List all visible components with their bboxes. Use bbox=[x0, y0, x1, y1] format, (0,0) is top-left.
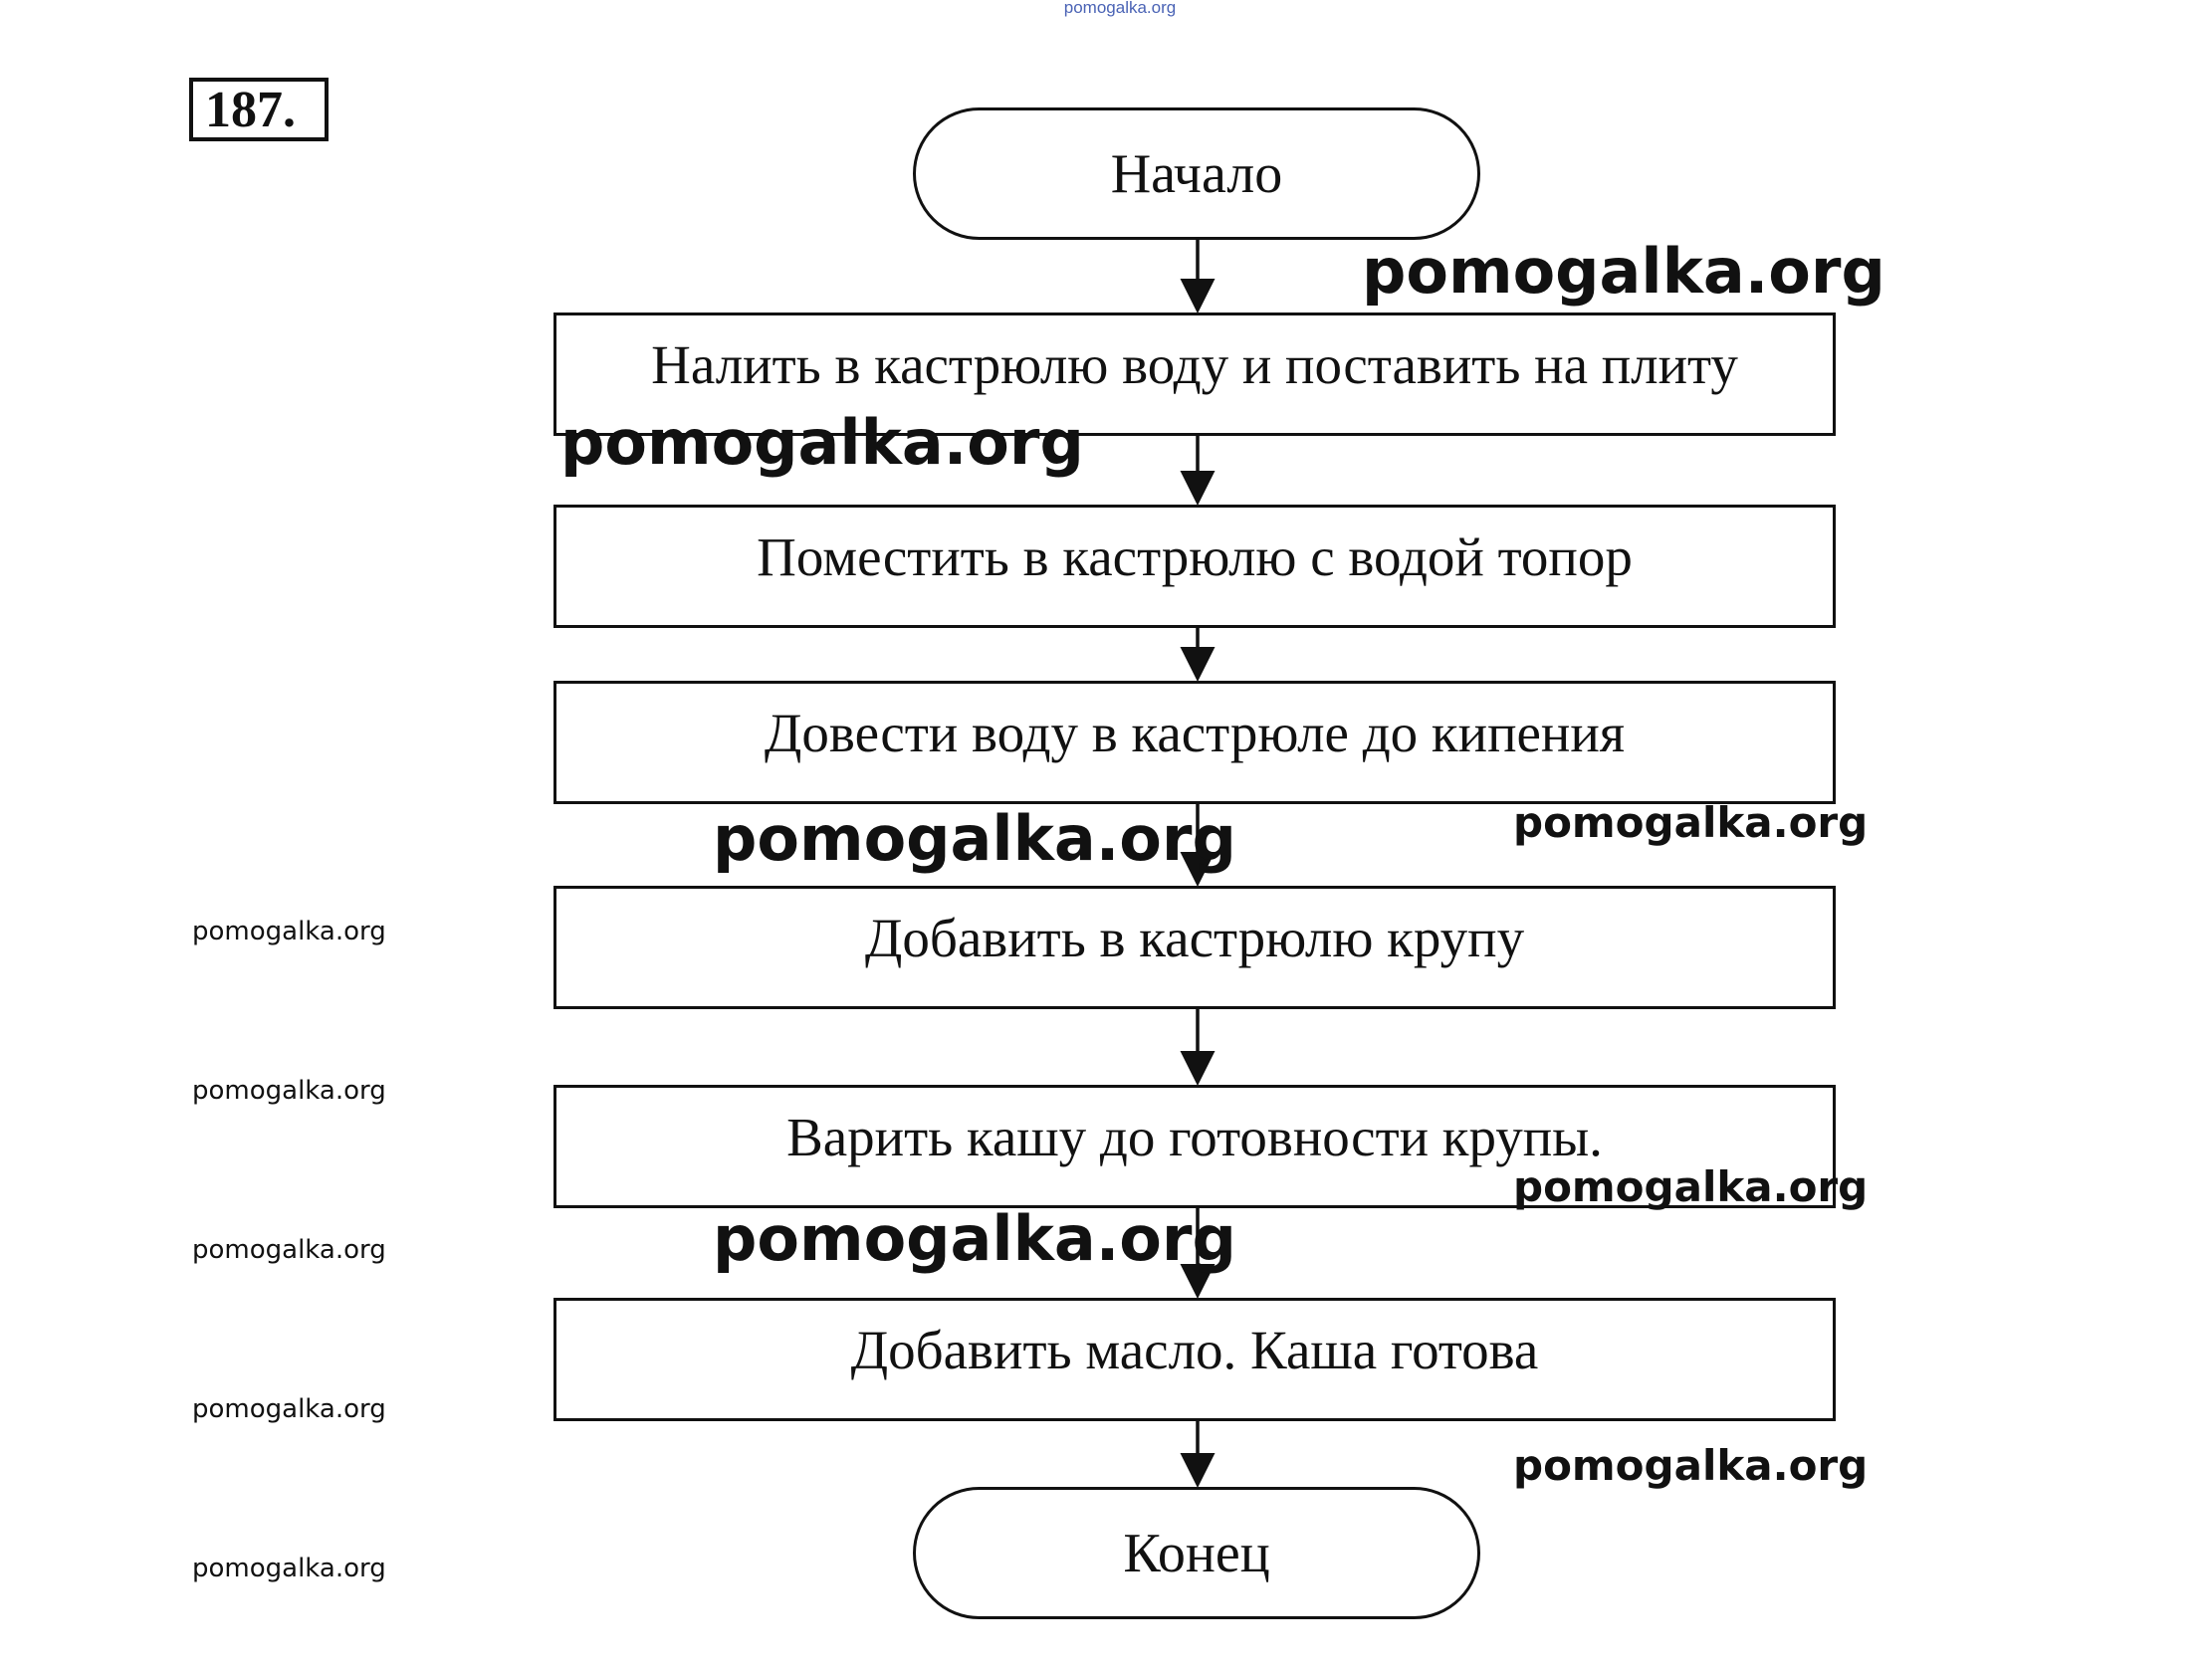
watermark-big: pomogalka.org bbox=[713, 802, 1236, 875]
flowchart-step-3 bbox=[553, 681, 1836, 804]
watermark-big: pomogalka.org bbox=[1362, 235, 1885, 308]
step-label: Налить в кастрюлю воду и поставить на плиту bbox=[651, 334, 1738, 395]
task-number: 187. bbox=[189, 78, 329, 141]
end-label: Конец bbox=[1123, 1522, 1270, 1584]
top-watermark: pomogalka.org bbox=[1063, 0, 1177, 17]
step-label: Добавить в кастрюлю крупу bbox=[864, 908, 1525, 968]
step-label: Добавить масло. Каша готова bbox=[850, 1320, 1539, 1380]
step-label: Поместить в кастрюлю с водой топор bbox=[757, 526, 1633, 587]
watermark-small: pomogalka.org bbox=[192, 1554, 386, 1583]
watermark-medium: pomogalka.org bbox=[1513, 1162, 1869, 1211]
flowchart-step-2 bbox=[553, 505, 1836, 628]
flowchart-start-terminal bbox=[913, 107, 1480, 240]
step-label: Варить кашу до готовности крупы. bbox=[786, 1107, 1603, 1167]
watermark-small: pomogalka.org bbox=[192, 1235, 386, 1265]
watermark-small: pomogalka.org bbox=[192, 1076, 386, 1106]
watermark-small: pomogalka.org bbox=[192, 1394, 386, 1424]
watermark-small: pomogalka.org bbox=[192, 917, 386, 946]
flowchart-step-6 bbox=[553, 1298, 1836, 1421]
watermark-medium: pomogalka.org bbox=[1513, 798, 1869, 847]
watermark-medium: pomogalka.org bbox=[1513, 1441, 1869, 1490]
watermark-big: pomogalka.org bbox=[713, 1202, 1236, 1275]
step-label: Довести воду в кастрюле до кипения bbox=[764, 703, 1626, 763]
flowchart-step-4 bbox=[553, 886, 1836, 1009]
flowchart-end-terminal bbox=[913, 1487, 1480, 1619]
start-label: Начало bbox=[1110, 142, 1283, 205]
watermark-big: pomogalka.org bbox=[560, 406, 1084, 479]
